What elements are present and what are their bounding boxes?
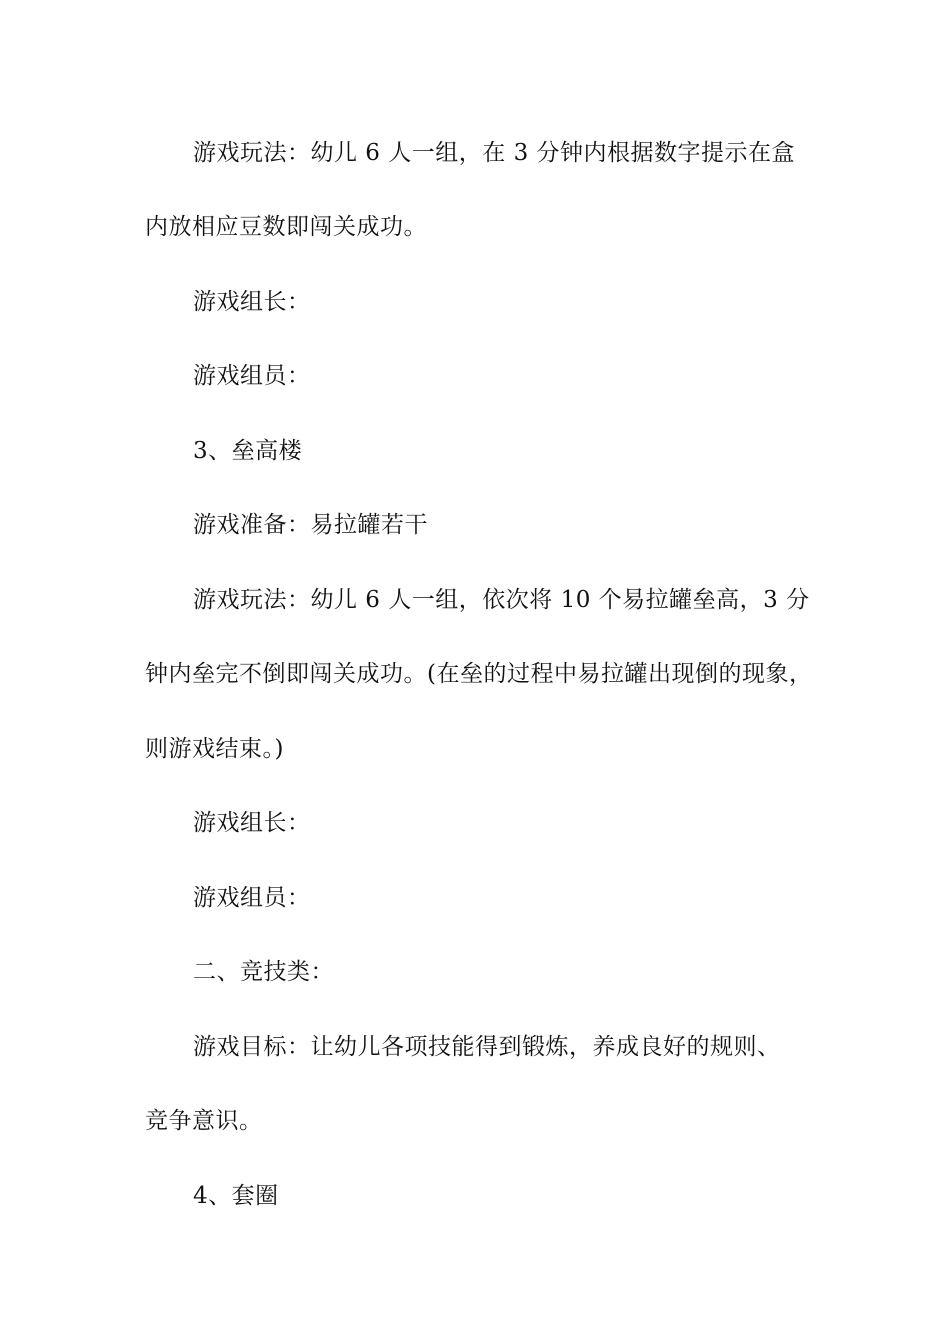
paragraph-line: 内放相应豆数即闯关成功。 xyxy=(145,214,427,240)
section-heading: 3、垒高楼 xyxy=(193,438,303,464)
paragraph-line: 游戏组员： xyxy=(193,363,311,389)
paragraph-line: 游戏组长： xyxy=(193,810,311,836)
paragraph-line: 钟内垒完不倒即闯关成功。(在垒的过程中易拉罐出现倒的现象， xyxy=(145,661,813,687)
section-heading: 4、套圈 xyxy=(193,1183,279,1209)
paragraph-line: 游戏玩法：幼儿 6 人一组，依次将 10 个易拉罐垒高，3 分 xyxy=(193,587,810,613)
paragraph-line: 游戏玩法：幼儿 6 人一组，在 3 分钟内根据数字提示在盒 xyxy=(193,140,796,166)
paragraph-line: 游戏组长： xyxy=(193,289,311,315)
paragraph-line: 游戏目标：让幼儿各项技能得到锻炼，养成良好的规则、 xyxy=(193,1034,781,1060)
paragraph-line: 则游戏结束。) xyxy=(145,736,284,762)
paragraph-line: 游戏准备：易拉罐若干 xyxy=(193,512,428,538)
paragraph-line: 竞争意识。 xyxy=(145,1108,263,1134)
paragraph-line: 游戏组员： xyxy=(193,885,311,911)
section-heading: 二、竞技类： xyxy=(193,959,334,985)
